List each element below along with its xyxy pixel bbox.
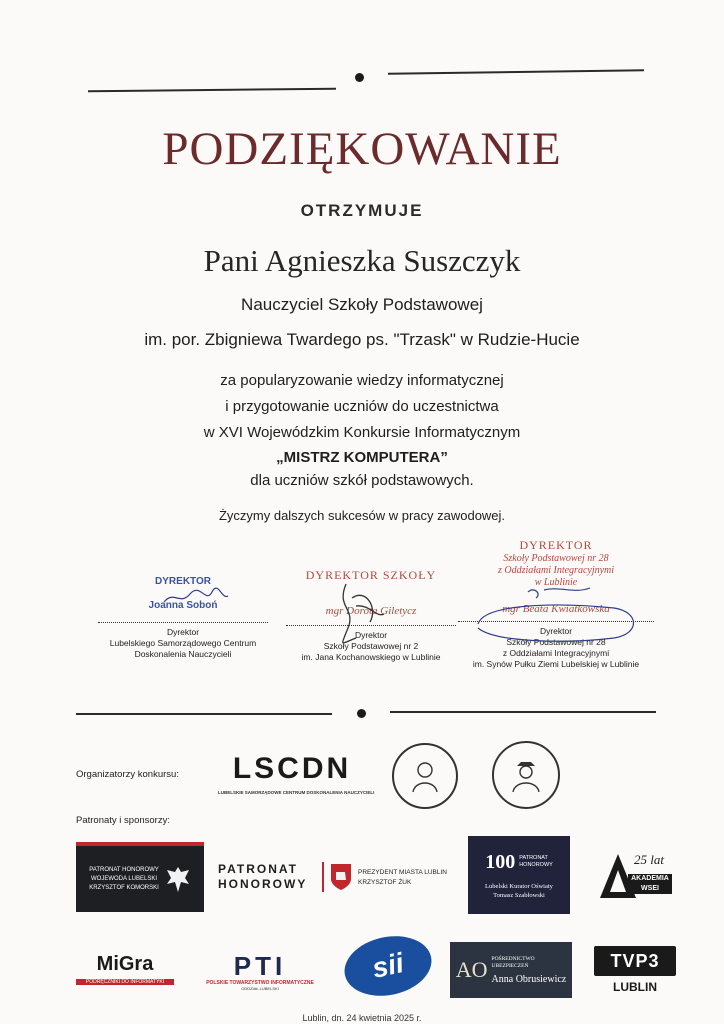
- wojewoda-patronage-logo: [76, 842, 204, 912]
- migra-logo: [76, 953, 174, 993]
- certificate-title: PODZIĘKOWANIE: [162, 123, 562, 175]
- wojewoda-line-2: WOJEWODA LUBELSKI: [90, 875, 157, 882]
- stamp-name-3: mgr Beata Kwiatkowska: [502, 603, 610, 615]
- ao-line-1: POŚREDNICTWO: [491, 955, 535, 962]
- pti-logo: [196, 952, 324, 994]
- caption-3-line-4: im. Synów Pułku Ziemi Lubelskiej w Lublinie: [472, 659, 640, 669]
- stamp-3-line-2: z Oddziałami Integracyjnymi: [497, 565, 615, 576]
- recipient-role-line-1: Nauczyciel Szkoły Podstawowej: [241, 295, 483, 314]
- receives-label: OTRZYMUJE: [300, 201, 424, 220]
- caption-2-line-2: Szkoły Podstawowej nr 2: [323, 641, 419, 651]
- contest-name: „MISTRZ KOMPUTERA”: [276, 449, 448, 466]
- caption-1-line-1: Dyrektor: [166, 627, 200, 637]
- wsei-line-1: AKADEMIA: [631, 875, 669, 882]
- caption-2-line-1: Dyrektor: [354, 630, 388, 640]
- wsei-logo: [598, 852, 678, 902]
- stamp-3-line-3: w Lublinie: [534, 577, 578, 588]
- place-and-date: Lublin, dn. 24 kwietnia 2025 r.: [302, 1013, 422, 1023]
- eagle-emblem-icon: [165, 864, 191, 894]
- top-rule-left: [88, 88, 336, 93]
- kurator-patronat-line-1: PATRONAT: [519, 855, 548, 861]
- mid-rule-right: [390, 711, 656, 713]
- wsei-25-years: 25 lat: [634, 852, 664, 867]
- recipient-role-line-2: im. por. Zbigniewa Twardego ps. "Trzask" w Rudzie-Hucie: [144, 330, 580, 349]
- caption-1-line-2: Lubelskiego Samorządowego Centrum: [109, 638, 257, 648]
- recipient-name: Pani Agnieszka Suszczyk: [203, 243, 521, 278]
- tvp3-lublin-logo: [594, 946, 676, 998]
- ao-name: Anna Obrusiewicz: [491, 973, 567, 985]
- kochanowski-portrait-icon: [405, 756, 445, 796]
- stamp-title-3: DYREKTOR: [519, 538, 593, 552]
- lscdn-caption: LUBELSKIE SAMORZĄDOWE CENTRUM DOSKONALENIA NAUCZYCIELI: [218, 790, 375, 795]
- signature-block-2: [286, 568, 456, 663]
- kurator-100-mark: 100: [485, 850, 516, 873]
- kurator-patronage-logo: [468, 836, 570, 914]
- prezydent-patronage-logo: [218, 858, 450, 898]
- stamp-3-line-1: Szkoły Podstawowej nr 28: [503, 553, 609, 564]
- caption-1-line-3: Doskonalenia Nauczycieli: [134, 649, 232, 659]
- soldier-portrait-icon: [505, 754, 547, 796]
- school-28-seal: [492, 741, 560, 809]
- kurator-patronat-line-2: HONOROWY: [519, 862, 553, 868]
- stamp-title-2: DYREKTOR SZKOŁY: [305, 568, 437, 582]
- signature-block-1: [98, 576, 268, 660]
- mid-ornament-dot: [357, 709, 366, 718]
- wojewoda-line-1: PATRONAT HONOROWY: [89, 866, 159, 873]
- sii-logo-text: sii: [369, 947, 407, 984]
- pti-caption-1: POLSKIE TOWARZYSTWO INFORMATYCZNE: [206, 980, 314, 986]
- migra-caption: PODRĘCZNIKI DO INFORMATYKI: [76, 979, 174, 985]
- pti-logo-text: PTI: [233, 951, 287, 981]
- sponsors-label: Patronaty i sponsorzy:: [76, 815, 170, 826]
- stamp-title-1: DYREKTOR: [155, 576, 211, 587]
- lublin-coat-of-arms-icon: [330, 863, 352, 891]
- signature-block-3: [458, 538, 654, 670]
- wsei-line-2: WSEI: [641, 885, 659, 892]
- ao-monogram-icon: AO: [455, 957, 488, 982]
- migra-logo-text: MiGra: [96, 953, 154, 975]
- lscdn-logo-text: LSCDN: [232, 752, 352, 785]
- body-line-2: i przygotowanie uczniów do uczestnictwa: [225, 398, 499, 415]
- ao-insurance-logo: [450, 942, 572, 998]
- caption-3-line-2: Szkoły Podstawowej nr 28: [506, 637, 606, 647]
- caption-2-line-3: im. Jana Kochanowskiego w Lublinie: [301, 652, 441, 662]
- organizers-label: Organizatorzy konkursu:: [76, 769, 179, 780]
- stamp-name-2: mgr Dorota Giletycz: [325, 605, 417, 617]
- caption-3-line-1: Dyrektor: [539, 626, 573, 636]
- ao-line-2: UBEZPIECZEŃ: [491, 962, 529, 969]
- body-line-3: w XVI Wojewódzkim Konkursie Informatycznym: [203, 424, 521, 441]
- wojewoda-line-3: KRZYSZTOF KOMORSKI: [89, 884, 159, 891]
- top-rule-right: [388, 69, 644, 75]
- signature-line-1: [98, 622, 268, 623]
- mid-rule-left: [76, 713, 332, 715]
- prezydent-patronat-line-1: PATRONAT: [218, 862, 298, 876]
- pti-caption-2: ODDZIAŁ LUBELSKI: [241, 986, 279, 991]
- caption-3-line-3: z Oddziałami Integracyjnymi: [502, 648, 610, 658]
- top-ornament-dot: [355, 73, 364, 82]
- tvp3-mark: TVP3: [594, 946, 676, 976]
- prezydent-patronat-line-2: HONOROWY: [218, 877, 308, 891]
- sii-logo: [339, 928, 437, 1003]
- handwritten-signature-1: [160, 586, 230, 608]
- handwritten-signature-2: [326, 578, 386, 648]
- lscdn-logo: [218, 752, 375, 798]
- school-2-seal: [392, 743, 458, 809]
- stamp-name-1: Joanna Soboń: [148, 600, 218, 611]
- prezydent-line-2: KRZYSZTOF ŻUK: [358, 879, 412, 886]
- body-line-end: dla uczniów szkół podstawowych.: [250, 472, 474, 489]
- prezydent-line-1: PREZYDENT MIASTA LUBLIN: [358, 869, 447, 876]
- wish-text: Życzymy dalszych sukcesów w pracy zawodowej.: [218, 508, 506, 523]
- handwritten-signature-3: [464, 584, 644, 644]
- tvp3-city: LUBLIN: [613, 980, 657, 994]
- kurator-line-1: Lubelski Kurator Oświaty: [485, 882, 553, 890]
- kurator-line-2: Tomasz Szabłowski: [493, 891, 545, 899]
- body-line-1: za popularyzowanie wiedzy informatycznej: [220, 372, 504, 389]
